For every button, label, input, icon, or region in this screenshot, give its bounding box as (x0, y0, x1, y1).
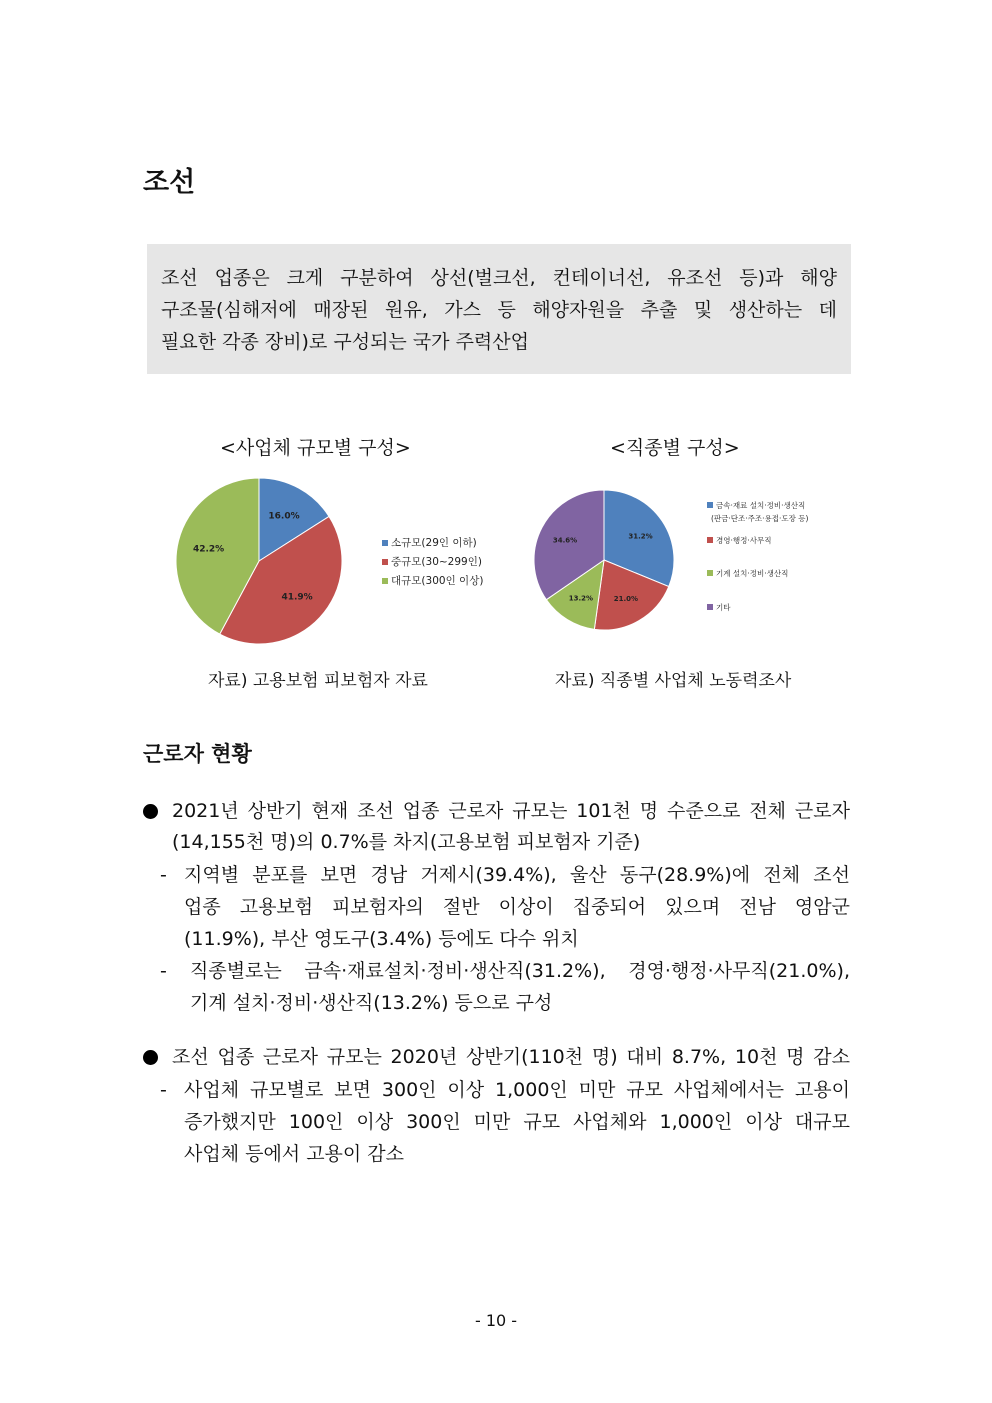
bullet2-line1: 조선 업종 근로자 규모는 2020년 상반기(110천 명) 대비 8.7%, 10천 명 감소 (172, 1046, 850, 1068)
bullet1-line1: 2021년 상반기 현재 조선 업종 근로자 규모는 101천 명 수준으로 전체 근로자 (172, 800, 850, 822)
legend-label: 중규모(30~299인) (391, 556, 482, 568)
page-number: - 10 - (474, 1311, 518, 1330)
summary-line: 필요한 각종 장비)로 구성되는 국가 주력산업 (161, 331, 529, 353)
summary-line: 구조물(심해저에 매장된 원유, 가스 등 해양자원을 추출 및 생산하는 데 (161, 299, 837, 321)
slice-label: 16.0% (268, 511, 300, 522)
legend-swatch (382, 578, 388, 584)
legend-label: 경영·행정·사무직 (716, 536, 772, 545)
legend-label: 기계 설치·정비·생산직 (716, 569, 789, 578)
chart1-source: 자료) 고용보험 피보험자 자료 (208, 671, 428, 691)
page-title: 조선 (143, 167, 196, 198)
legend-label: (판금·단조·주조·용접·도장 등) (711, 514, 809, 523)
chart1-title: <사업체 규모별 구성> (220, 437, 411, 459)
dash-marker: - (160, 1079, 167, 1101)
legend-label: 기타 (716, 603, 731, 612)
section-heading: 근로자 현황 (143, 742, 252, 766)
detail1-line2: 업종 고용보험 피보험자의 절반 이상이 집중되어 있으며 전남 영암군 (184, 896, 850, 918)
legend-swatch (707, 537, 713, 543)
occupation-pie-chart (525, 480, 855, 640)
detail3-line3: 사업체 등에서 고용이 감소 (184, 1143, 405, 1165)
slice-label: 42.2% (192, 544, 225, 555)
slice-label: 34.6% (552, 536, 578, 545)
detail2-line2: 기계 설치·정비·생산직(13.2%) 등으로 구성 (190, 992, 553, 1014)
dash-marker: - (160, 864, 167, 886)
chart2-title: <직종별 구성> (610, 437, 740, 459)
slice-label: 13.2% (568, 594, 594, 603)
bullet-icon (143, 1044, 158, 1075)
summary-box (147, 244, 851, 374)
legend-swatch (707, 502, 713, 508)
detail3-line2: 증가했지만 100인 이상 300인 미만 규모 사업체와 1,000인 이상 대규모 (184, 1111, 850, 1133)
summary-line: 조선 업종은 크게 구분하여 상선(벌크선, 컨테이너선, 유조선 등)과 해양 (161, 267, 837, 289)
legend-swatch (382, 540, 388, 546)
bullet1-line2: (14,155천 명)의 0.7%를 차지(고용보험 피보험자 기준) (172, 831, 641, 853)
legend-swatch (707, 570, 713, 576)
legend-label: 대규모(300인 이상) (391, 575, 484, 587)
slice-label: 31.2% (628, 532, 653, 541)
size-pie-chart (170, 470, 510, 655)
legend-swatch (382, 559, 388, 565)
dash-marker: - (160, 960, 167, 982)
bullet-icon (143, 798, 158, 829)
detail1-line1: 지역별 분포를 보면 경남 거제시(39.4%), 울산 동구(28.9%)에 전체 조선 (184, 864, 850, 886)
legend-label: 금속·재료 설치·정비·생산직 (716, 501, 806, 510)
slice-label: 41.9% (281, 592, 313, 603)
detail1-line3: (11.9%), 부산 영도구(3.4%) 등에도 다수 위치 (184, 928, 579, 950)
detail2-line1: 직종별로는 금속·재료설치·정비·생산직(31.2%), 경영·행정·사무직(21.0%), (190, 960, 850, 982)
chart2-source: 자료) 직종별 사업체 노동력조사 (555, 671, 792, 691)
legend-swatch (707, 604, 713, 610)
legend-label: 소규모(29인 이하) (391, 537, 477, 549)
slice-label: 21.0% (613, 595, 639, 604)
detail3-line1: 사업체 규모별로 보면 300인 이상 1,000인 미만 규모 사업체에서는 고용이 (184, 1079, 850, 1101)
